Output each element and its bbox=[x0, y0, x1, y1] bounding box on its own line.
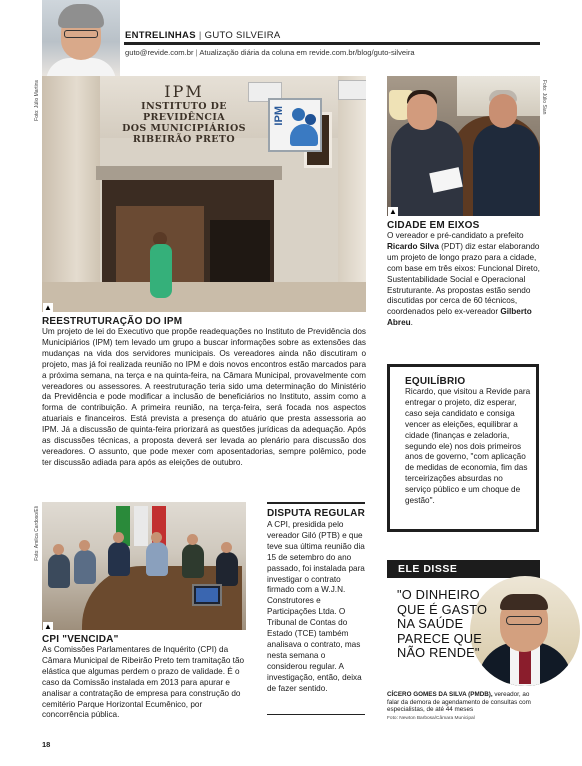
commission-meeting-photo bbox=[42, 502, 246, 630]
speaker-description: vereador, ao falar da demora de agendamento de consultas com especialistas, de até 44 meses bbox=[387, 691, 531, 714]
ipm-facade-sign bbox=[100, 82, 268, 164]
eixos-body bbox=[387, 231, 540, 329]
equilibrio-heading: EQUILÍBRIO bbox=[405, 376, 466, 387]
header-rule bbox=[124, 42, 540, 45]
eixos-name-gilberto: Gilberto Abreu bbox=[387, 307, 532, 328]
arrow-up-icon: ▲ bbox=[389, 206, 397, 216]
quote-photo-credit: Foto: Newton Barbosa/Câmara Municipal bbox=[387, 716, 475, 721]
meeting-photo-credit: Foto: Júlio Sian bbox=[541, 80, 547, 115]
eixos-text-3: . bbox=[410, 318, 413, 328]
sign-line-3: RIBEIRÃO PRETO bbox=[132, 134, 236, 145]
pull-quote: "O DINHEIRO QUE É GASTO NA SAÚDE PARECE QUE NÃO RENDE" bbox=[397, 587, 488, 661]
author-email: guto@revide.com.br bbox=[125, 48, 194, 57]
column-title bbox=[125, 30, 281, 41]
arrow-up-icon: ▲ bbox=[44, 302, 52, 312]
column-author: GUTO SILVEIRA bbox=[204, 30, 281, 41]
ipm-body: Um projeto de lei do Executivo que propõe readequações no Instituto de Previdência dos Municipiários (IPM) tem levado um grupo a buscar informações sobre as extensões das mudanças na vida dos servidores municipais. Os vereadores ainda não discutiram o projeto, mas já foi realizada reunião no IPM e dois novos encontros estão marcados para a próxima semana, na terça e na quinta-feira, na Câmara Municipal, provavelmente com vereadores ou assessores. A reestruturação teria sido uma determinação do Ministério da Previdência e pode modificar a inclusão de beneficiários no Instituto, assim como a forma de contribuição. A primeira reunião, na terça-feira, será focada nos aspectos atuariais e financeiros. Está prevista a presença do atuário que presta assessoria ao IPM. Já a discussão de quinta-feira priorizará as questões jurídicas da adequação. Após as discussões técnicas, a proposta deverá ser levada ao plenário para discussão dos vereadores. O assunto, que pode mexer com aposentadorias, sempre polêmico, pode ter discussão adiada para após as eleições de outubro. bbox=[42, 327, 366, 467]
ipm-logo bbox=[268, 98, 322, 152]
contact-separator: | bbox=[195, 48, 198, 57]
ipm-heading: REESTRUTURAÇÃO DO IPM bbox=[42, 316, 183, 327]
equilibrio-body: Ricardo, que visitou a Revide para entregar o projeto, diz esperar, caso seja candidato e consiga vencer as eleições, equilibrar a cidade (finanças e zeladoria, segundo ele) nos dois primeiros anos de governo, "com aplicação de medidas de economia, fim das terceirizações absurdas no serviço público e um choque de gestão". bbox=[405, 387, 531, 506]
eixos-text-1: O vereador e pré-candidato a prefeito bbox=[387, 231, 524, 240]
sign-title: IPM bbox=[164, 82, 204, 101]
sign-line-2: DOS MUNICIPIÁRIOS bbox=[122, 123, 246, 134]
disputa-bottom-rule bbox=[267, 714, 365, 715]
meeting-photo bbox=[387, 76, 540, 216]
header-contact bbox=[125, 48, 415, 57]
sign-line-1: INSTITUTO DE PREVIDÊNCIA bbox=[141, 101, 227, 123]
eixos-heading: CIDADE EM EIXOS bbox=[387, 220, 480, 231]
quote-speaker bbox=[387, 691, 540, 714]
ipm-photo-credit: Foto: Júlio Martins bbox=[34, 80, 40, 121]
quote-label: ELE DISSE bbox=[398, 563, 458, 575]
cpi-photo-credit: Foto: Amilca Cardoso/Eli bbox=[34, 506, 40, 561]
author-photo bbox=[42, 0, 120, 76]
arrow-up-icon: ▲ bbox=[44, 621, 52, 631]
disputa-heading: DISPUTA REGULAR bbox=[267, 508, 365, 519]
title-separator: | bbox=[198, 30, 202, 41]
cpi-body: As Comissões Parlamentares de Inquérito (CPI) da Câmara Municipal de Ribeirão Preto tem tramitação tão elástica que algumas perdem o prazo de validade. É o caso da Comissão instalada em 2013 para apurar e analisar a contratação de empresa para construção do cemitério Parque Horizontal Ecumênico, por concorrência pública. bbox=[42, 645, 245, 720]
page-number: 18 bbox=[42, 740, 51, 749]
disputa-body: A CPI, presidida pelo vereador Giló (PTB) e que teve sua última reunião dia 15 de setembro do ano passado, foi instalada para investigar o contrato firmado com a W.J.N. Construtores e Participações Ltda. O Tribunal de Contas do Estado (TCE) também analisava o contrato, mas nesta semana o considerou regular. A investigação, então, deixa de fazer sentido. bbox=[267, 520, 365, 693]
pedestrian-figure bbox=[150, 244, 172, 298]
eixos-name-ricardo: Ricardo Silva bbox=[387, 241, 439, 251]
cpi-heading: CPI "VENCIDA" bbox=[42, 634, 119, 645]
disputa-rule bbox=[267, 502, 365, 504]
update-note: Atualização diária da coluna em revide.com.br/blog/guto-silveira bbox=[199, 48, 415, 57]
ipm-building-photo bbox=[42, 76, 366, 312]
speaker-name: CÍCERO GOMES DA SILVA (PMDB), bbox=[387, 691, 493, 698]
column-name: ENTRELINHAS bbox=[125, 30, 196, 41]
ipm-logo-text: IPM bbox=[273, 106, 285, 126]
eixos-text-2: (PDT) diz estar elaborando um projeto de longo prazo para a cidade, com base em três eixos: Funcional Direto, Sustentabilidade Social e Operacional Estruturante. As propostas estão sendo discutidas por cerca de 60 técnicos, coordenados pelo ex-vereador bbox=[387, 241, 540, 317]
